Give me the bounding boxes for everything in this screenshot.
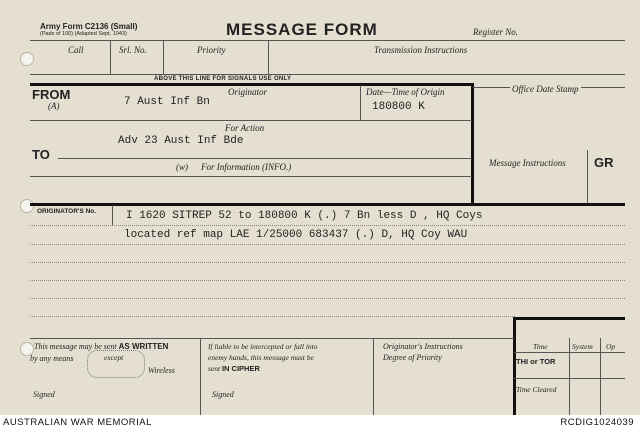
from-bottom-rule [30, 120, 472, 121]
to-bottom-rule [30, 176, 472, 177]
above-line-note: ABOVE THIS LINE FOR SIGNALS USE ONLY [154, 76, 292, 82]
divider [110, 40, 111, 74]
from-label: FROM [32, 87, 71, 102]
srl-no-label: Srl. No. [119, 45, 147, 55]
date-box-left [360, 85, 361, 121]
from-top-rule [30, 83, 473, 86]
message-line-1: I 1620 SITREP 52 to 180800 K (.) 7 Bn less D , HQ Coys [126, 210, 483, 222]
priority-label: Priority [197, 45, 226, 55]
bottom-section-rule [30, 338, 514, 339]
system-header: System [572, 342, 593, 351]
op-header: Op [606, 342, 616, 351]
a-label: (A) [48, 101, 60, 111]
intercept-line-1: If liable to be intercepted or fall into [208, 342, 318, 351]
wireless-label: Wireless [148, 366, 175, 375]
footer-left: AUSTRALIAN WAR MEMORIAL [3, 417, 152, 428]
time-header: Time [533, 342, 548, 351]
degree-priority-label: Degree of Priority [383, 353, 442, 362]
text-line [30, 298, 625, 299]
bottom-right-left-rule [513, 317, 516, 415]
text-line [30, 244, 625, 245]
punch-hole [20, 199, 34, 213]
for-info-label: For Information (INFO.) [201, 162, 292, 172]
for-action-label: For Action [225, 123, 265, 133]
divider [569, 338, 570, 415]
orig-instructions-label: Originator's Instructions [383, 342, 463, 351]
originators-no-label: ORIGINATOR'S No. [37, 208, 97, 215]
originator-value: 7 Aust Inf Bn [124, 96, 210, 108]
as-written-label: AS WRITTEN [118, 342, 169, 351]
office-date-stamp-label: Office Date Stamp [512, 84, 579, 94]
originator-label: Originator [228, 87, 268, 97]
to-line [58, 158, 471, 159]
gr-label: GR [594, 155, 614, 170]
divider [268, 40, 269, 74]
grid-header-rule [514, 352, 625, 353]
header-rule [30, 40, 625, 41]
for-action-value: Adv 23 Aust Inf Bde [118, 135, 244, 147]
bottom-divider-2 [373, 338, 374, 415]
text-line [30, 280, 625, 281]
bottom-divider-1 [200, 338, 201, 415]
w-label: (w) [176, 162, 188, 172]
intercept-line-3 [208, 364, 260, 373]
message-top-rule [30, 203, 625, 206]
signed-mid-label: Signed [212, 390, 234, 399]
message-line-2: located ref map LAE 1/25000 683437 (.) D, HQ Coy WAU [124, 229, 468, 241]
message-instructions-label: Message Instructions [489, 158, 566, 168]
date-time-value: 180800 K [372, 101, 425, 113]
except-label: except [104, 353, 124, 362]
text-line [30, 225, 625, 226]
bottom-right-top-rule [514, 317, 625, 320]
thi-tor-label: THI or TOR [516, 357, 556, 366]
transmission-label: Transmission Instructions [374, 45, 468, 55]
intercept-line-2: enemy hands, this message must be [208, 353, 314, 362]
divider [600, 338, 601, 415]
time-cleared-label: Time Cleared [516, 385, 557, 394]
signed-left-label: Signed [33, 390, 55, 399]
gr-divider [587, 150, 588, 205]
archive-footer [0, 415, 640, 431]
army-form-number: Army Form C2136 (Small) [40, 22, 138, 31]
from-right-rule [471, 83, 474, 205]
pads-note: (Pads of 100) (Adapted Sept. 1943) [40, 31, 127, 37]
by-any-means-label: by any means [30, 354, 74, 363]
sent-prefix-text: This message may be sent [34, 342, 117, 351]
in-cipher-label: IN CIPHER [221, 364, 260, 373]
punch-hole [20, 52, 34, 66]
date-time-label: Date—Time of Origin [366, 87, 445, 97]
text-line [30, 262, 625, 263]
grid-middle-rule [514, 378, 625, 379]
originators-no-divider [112, 205, 113, 225]
signals-rule [30, 74, 625, 75]
form-title: MESSAGE FORM [226, 20, 378, 39]
text-line [30, 316, 515, 317]
call-label: Call [68, 45, 84, 55]
divider [163, 40, 164, 74]
register-no-label: Register No. [473, 27, 518, 37]
footer-right: RCDIG1024039 [560, 417, 634, 428]
sent-word: sent [208, 364, 221, 373]
to-label: TO [32, 147, 50, 162]
